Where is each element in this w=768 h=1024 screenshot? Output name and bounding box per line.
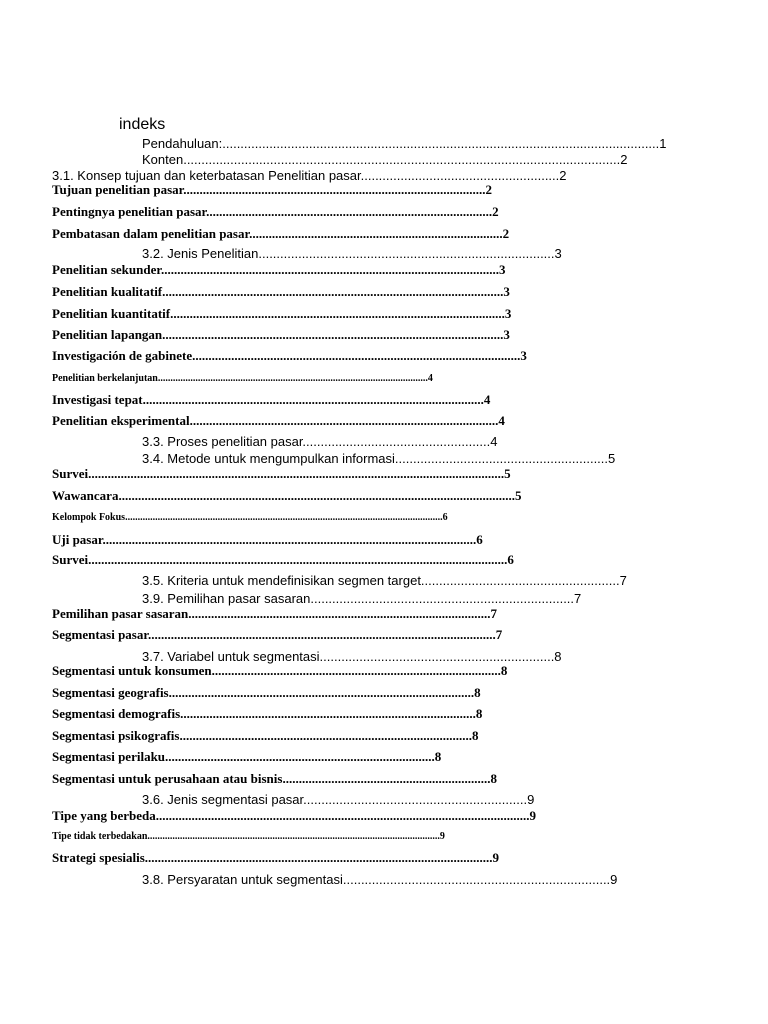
toc-entry: 3.8. Persyaratan untuk segmentasi..........................................................................9	[142, 872, 618, 887]
toc-entry: Segmentasi perilaku...................................................................................8	[52, 749, 442, 764]
toc-entry: Wawancara..........................................................................................................................5	[52, 488, 522, 503]
toc-entry: Segmentasi pasar...........................................................................................................7	[52, 627, 503, 642]
toc-entry: Pendahuluan:.........................................................................................................................1	[142, 136, 667, 151]
toc-entry: Tipe tidak terbedakan.....................................................................................................................9	[52, 831, 445, 842]
toc-entry: Pembatasan dalam penelitian pasar..............................................................................2	[52, 226, 510, 241]
toc-entry: Survei................................................................................................................................5	[52, 466, 511, 481]
toc-entry: Konten.........................................................................................................................2	[142, 152, 628, 167]
toc-entry: Tujuan penelitian pasar.............................................................................................2	[52, 182, 493, 197]
toc-entry: Investigación de gabinete.....................................................................................................3	[52, 348, 527, 363]
toc-entry: Segmentasi untuk konsumen.........................................................................................8	[52, 663, 508, 678]
page-title: indeks	[119, 116, 166, 133]
toc-entry: Penelitian eksperimental...............................................................................................4	[52, 413, 505, 428]
toc-entry: Strategi spesialis...........................................................................................................9	[52, 850, 500, 865]
toc-entry: Penelitian kuantitatif.......................................................................................................3	[52, 306, 512, 321]
toc-entry: 3.2. Jenis Penelitian..................................................................................3	[142, 246, 562, 261]
toc-entry: 3.1. Konsep tujuan dan keterbatasan Penelitian pasar.......................................................2	[52, 168, 567, 183]
toc-entry: 3.9. Pemilihan pasar sasaran.........................................................................7	[142, 591, 582, 606]
toc-entry: Tipe yang berbeda...................................................................................................................9	[52, 808, 537, 823]
toc-entry: Penelitian berkelanjutan............................................................................................................4	[52, 373, 433, 384]
toc-entry: Investigasi tepat.........................................................................................................4	[52, 392, 491, 407]
toc-entry: Penelitian lapangan.........................................................................................................3	[52, 327, 510, 342]
toc-entry: Segmentasi geografis..............................................................................................8	[52, 685, 481, 700]
toc-entry: Penelitian sekunder........................................................................................................3	[52, 262, 506, 277]
toc-entry: Pentingnya penelitian pasar........................................................................................2	[52, 204, 499, 219]
toc-entry: Uji pasar...................................................................................................................6	[52, 532, 483, 547]
toc-entry: Segmentasi demografis...........................................................................................8	[52, 706, 483, 721]
toc-entry: 3.6. Jenis segmentasi pasar..............................................................9	[142, 792, 535, 807]
toc-entry: Kelompok Fokus...............................................................................................................................6	[52, 512, 448, 523]
toc-entry: 3.4. Metode untuk mengumpulkan informasi...........................................................5	[142, 451, 616, 466]
toc-entry: Penelitian kualitatif.........................................................................................................3	[52, 284, 510, 299]
toc-entry: Segmentasi untuk perusahaan atau bisnis................................................................8	[52, 771, 497, 786]
toc-entry: 3.3. Proses penelitian pasar....................................................4	[142, 434, 498, 449]
toc-entry: 3.5. Kriteria untuk mendefinisikan segmen target.......................................................7	[142, 573, 627, 588]
toc-entry: Pemilihan pasar sasaran.............................................................................................7	[52, 606, 498, 621]
toc-entry: 3.7. Variabel untuk segmentasi.................................................................8	[142, 649, 562, 664]
toc-entry: Segmentasi psikografis..........................................................................................8	[52, 728, 479, 743]
toc-entry: Survei.................................................................................................................................6	[52, 552, 514, 567]
